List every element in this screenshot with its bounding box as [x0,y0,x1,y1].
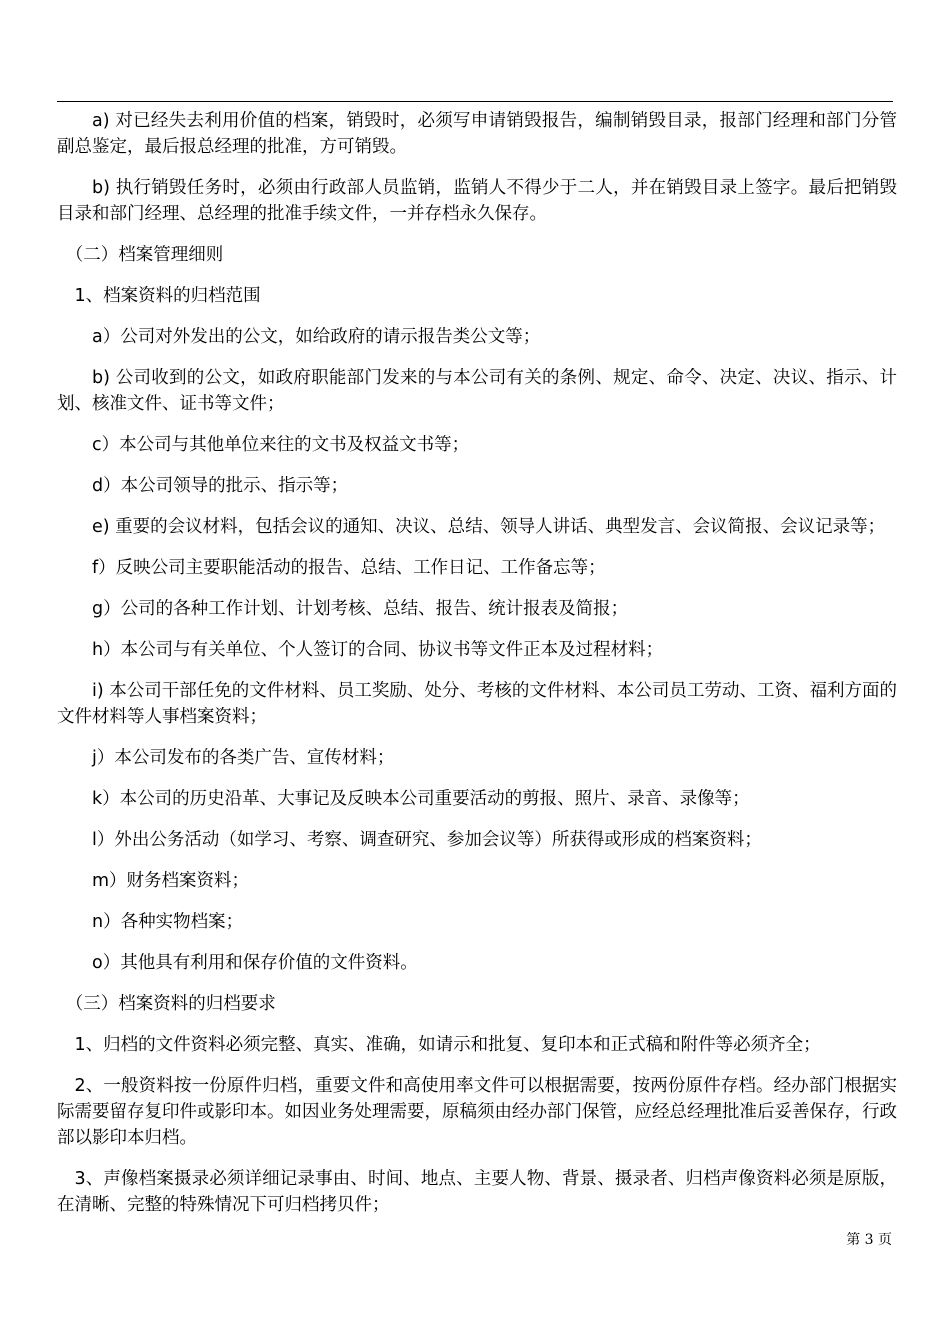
list-item-l: l）外出公务活动（如学习、考察、调查研究、参加会议等）所获得或形成的档案资料； [92,830,762,850]
requirement-1: 1、归档的文件资料必须完整、真实、准确，如请示和批复、复印本和正式稿和附件等必须齐全； [74,1035,821,1055]
page-number: 第 3 页 [846,1232,892,1248]
list-item-f: f）反映公司主要职能活动的报告、总结、工作日记、工作备忘等； [92,558,606,578]
paragraph-destroy-b: b) 执行销毁任务时，必须由行政部人员监销，监销人不得少于二人，并在销毁目录上签字。最后把销毁目录和部门经理、总经理的批准手续文件，一并存档永久保存。 [57,178,897,224]
paragraph-destroy-a: a) 对已经失去利用价值的档案，销毁时，必须写申请销毁报告，编制销毁目录，报部门经理和部门分管副总鉴定，最后报总经理的批准，方可销毁。 [57,111,897,157]
requirement-3: 3、声像档案摄录必须详细记录事由、时间、地点、主要人物、背景、摄录者、归档声像资料必须是原版，在清晰、完整的特殊情况下可归档拷贝件； [57,1169,897,1215]
list-item-d: d）本公司领导的批示、指示等； [92,476,349,496]
section-heading-3: （三）档案资料的归档要求 [65,994,276,1014]
list-item-k: k）本公司的历史沿革、大事记及反映本公司重要活动的剪报、照片、录音、录像等； [92,789,750,809]
list-item-a: a）公司对外发出的公文，如给政府的请示报告类公文等； [92,327,541,347]
document-body [57,108,897,1233]
list-item-e: e) 重要的会议材料，包括会议的通知、决议、总结、领导人讲话、典型发言、会议简报、会议记录等； [92,517,886,537]
section-heading-2: （二）档案管理细则 [65,245,224,265]
list-item-c: c）本公司与其他单位来往的文书及权益文书等； [92,435,470,455]
list-item-m: m）财务档案资料； [92,871,250,891]
list-item-n: n）各种实物档案； [92,912,244,932]
list-item-o: o）其他具有利用和保存价值的文件资料。 [92,953,418,973]
requirement-2: 2、一般资料按一份原件归档，重要文件和高使用率文件可以根据需要，按两份原件存档。经办部门根据实际需要留存复印件或影印本。如因业务处理需要，原稿须由经办部门保管，应经总经理批准后妥善保存，行政部以影印本归档。 [57,1076,897,1148]
header-rule [57,101,893,102]
list-item-g: g）公司的各种工作计划、计划考核、总结、报告、统计报表及简报； [92,599,629,619]
list-item-j: j）本公司发布的各类广告、宣传材料； [92,748,395,768]
subheading-scope: 1、档案资料的归档范围 [74,286,261,306]
list-item-h: h）本公司与有关单位、个人签订的合同、协议书等文件正本及过程材料； [92,640,664,660]
list-item-b: b) 公司收到的公文，如政府职能部门发来的与本公司有关的条例、规定、命令、决定、决议、指示、计划、核准文件、证书等文件； [57,368,897,414]
list-item-i: i) 本公司干部任免的文件材料、员工奖励、处分、考核的文件材料、本公司员工劳动、工资、福利方面的文件材料等人事档案资料； [57,681,897,727]
